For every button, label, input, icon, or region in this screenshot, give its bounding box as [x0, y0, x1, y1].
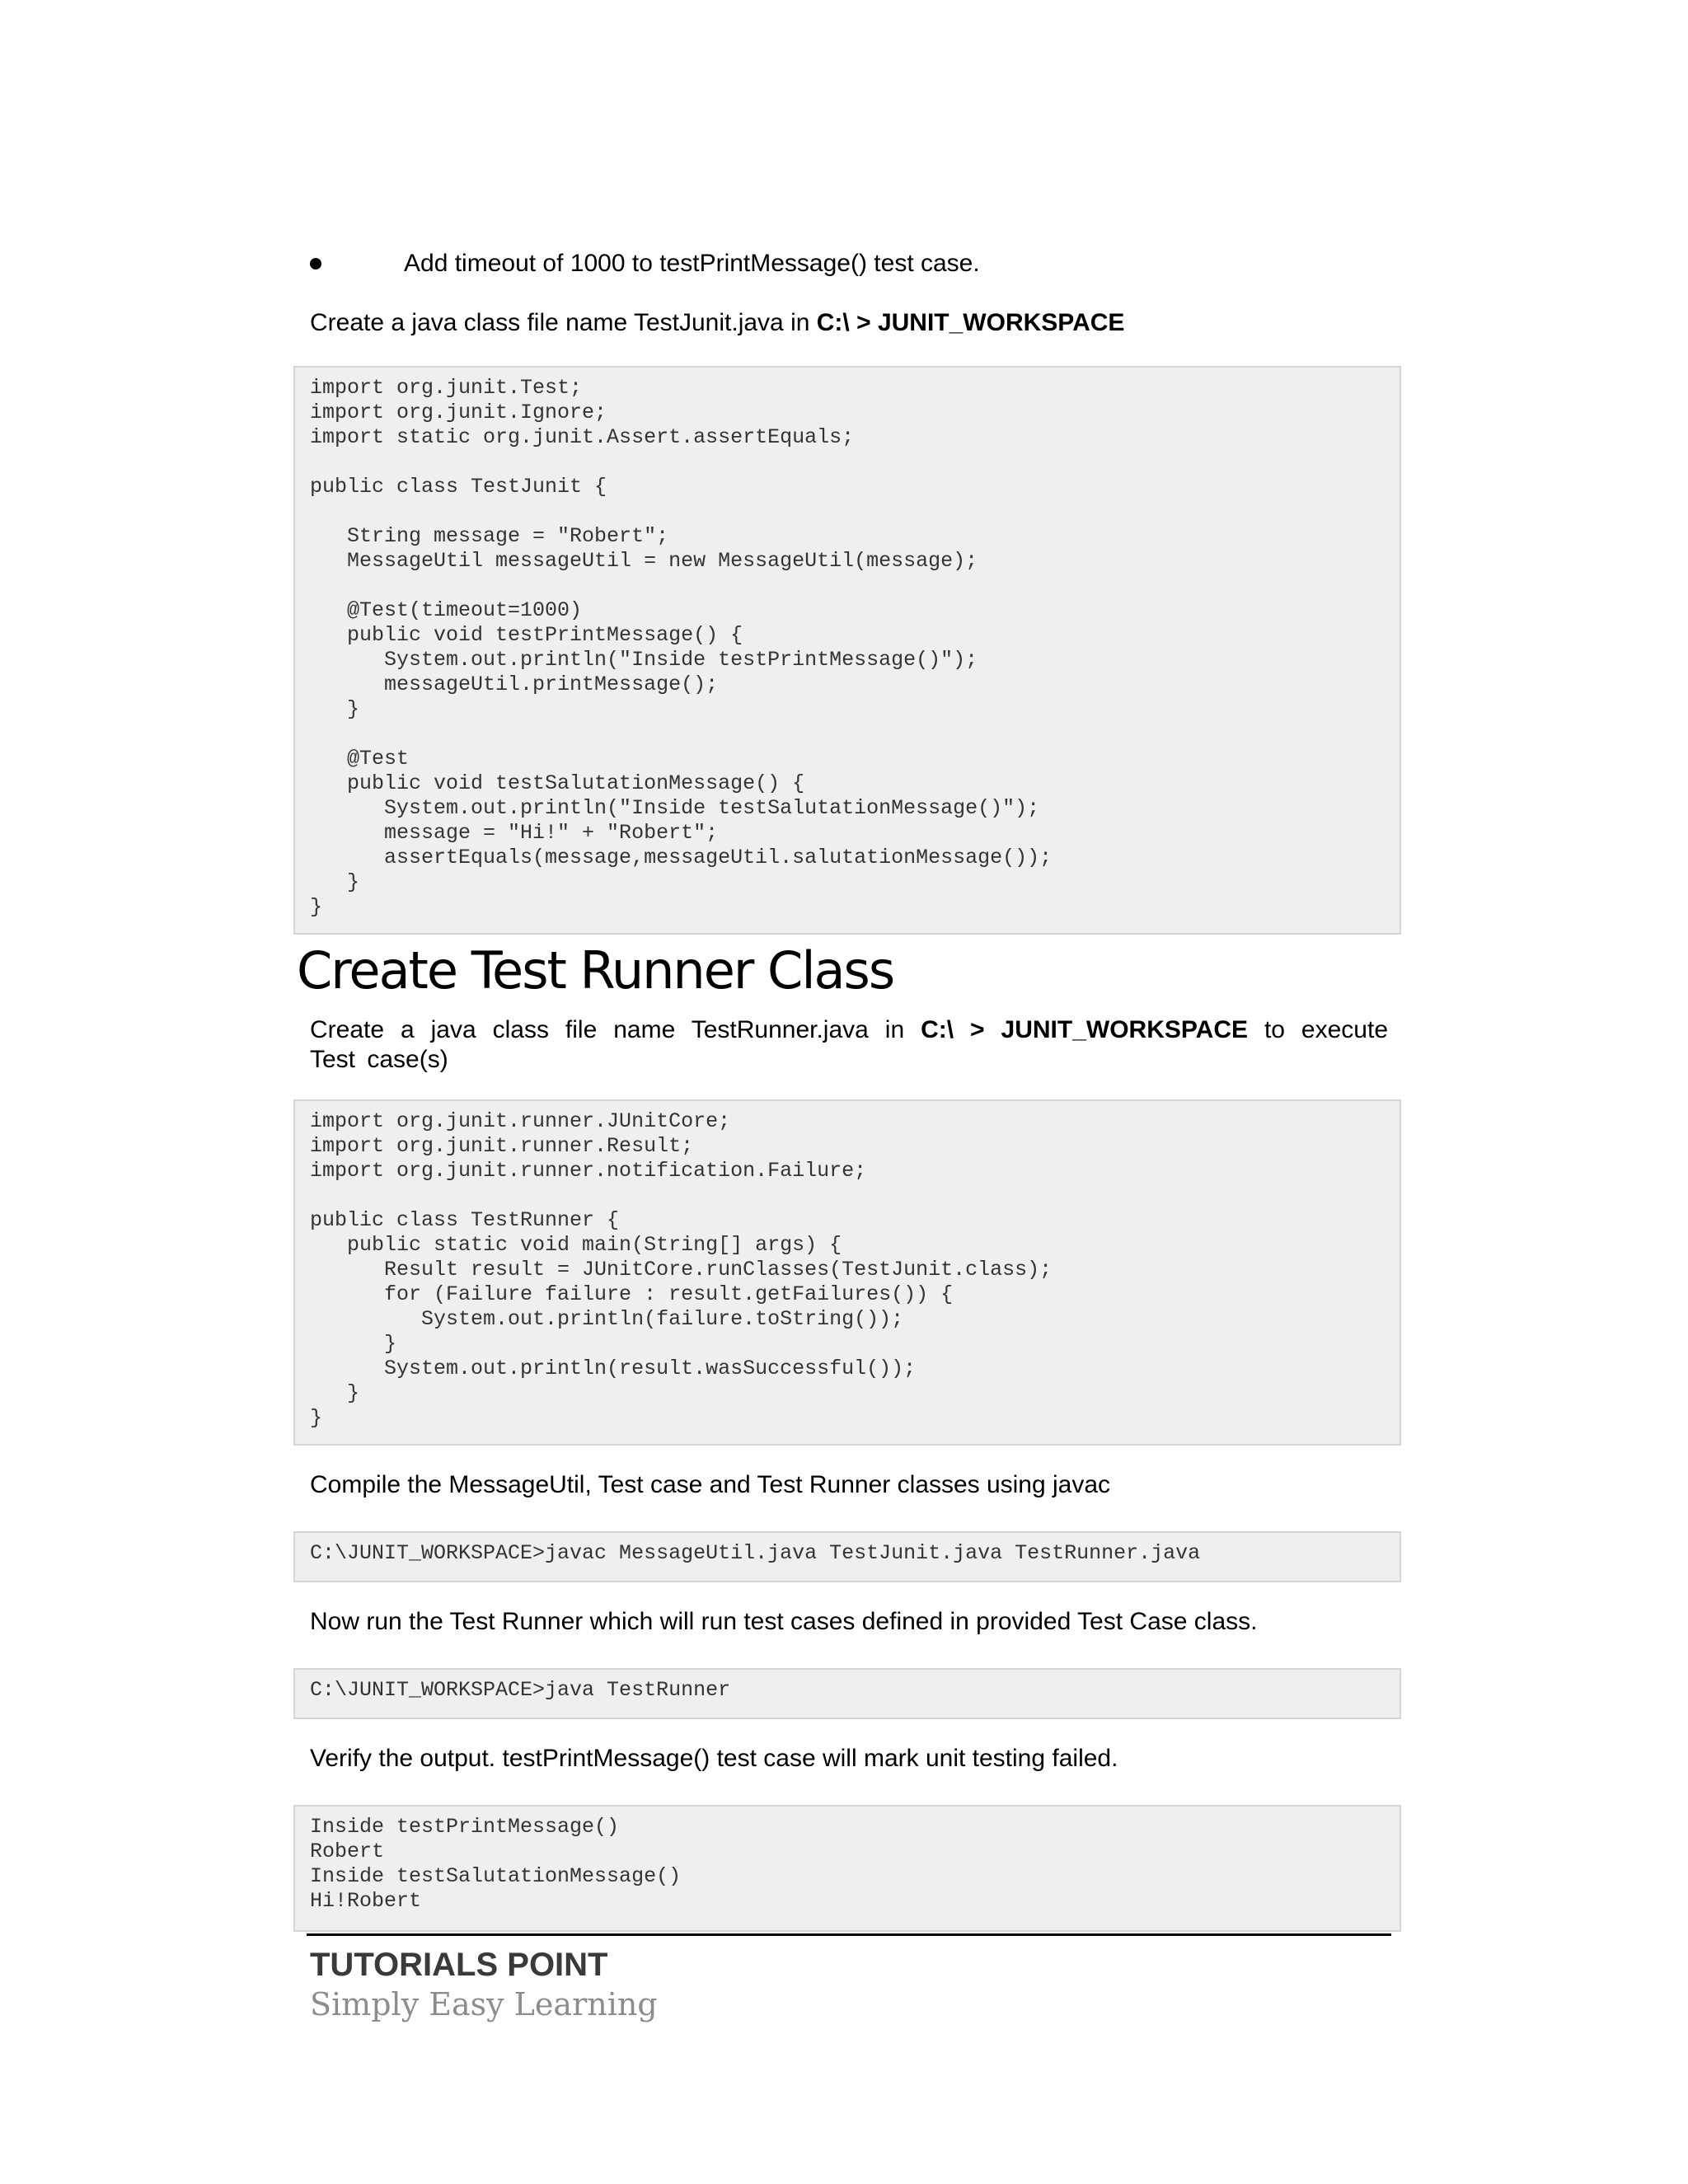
bullet-item: [310, 246, 980, 282]
footer-tagline: Simply Easy Learning: [310, 1986, 658, 2022]
code-block-output: Inside testPrintMessage() Robert Inside testSalutationMessage() Hi!Robert: [293, 1805, 1401, 1932]
runner-path: C:\ > JUNIT_WORKSPACE: [921, 1016, 1248, 1043]
compile-paragraph: Compile the MessageUtil, Test case and Test Runner classes using javac: [310, 1471, 1111, 1498]
bullet-text: Add timeout of 1000 to testPrintMessage() test case.: [404, 250, 980, 277]
runner-paragraph: [310, 1015, 1388, 1075]
code-block-run: C:\JUNIT_WORKSPACE>java TestRunner: [293, 1668, 1401, 1719]
code-block-testjunit: import org.junit.Test; import org.junit.Ignore; import static org.junit.Assert.assertEquals; public class TestJunit { String message = "Robert"; MessageUtil messageUtil = new MessageUtil(message); @Test(timeout=1000) public void testPrintMessage() { System.out.println("Inside testPrintMessage()"); messageUtil.printMessage(); } @Test public void testSalutationMessage() { System.out.println("Inside testSalutationMessage()"); message = "Hi!" + "Robert"; assertEquals(message,messageUtil.salutationMessage()); } }: [293, 366, 1401, 935]
runner-text-1: Create a java class file name TestRunner.java in: [310, 1016, 921, 1043]
footer-divider: [307, 1933, 1391, 1936]
code-block-testrunner: import org.junit.runner.JUnitCore; import org.junit.runner.Result; import org.junit.runner.notification.Failure; public class TestRunner { public static void main(String[] args) { Result result = JUnitCore.runClasses(TestJunit.class); for (Failure failure : result.getFailures()) { System.out.println(failure.toString()); } System.out.println(result.wasSuccessful()); } }: [293, 1099, 1401, 1446]
intro-paragraph: [310, 308, 1124, 338]
bullet-icon: [310, 258, 321, 269]
code-block-compile: C:\JUNIT_WORKSPACE>javac MessageUtil.java TestJunit.java TestRunner.java: [293, 1531, 1401, 1582]
runner-text-2: to execute Test case(s): [310, 1016, 1389, 1073]
intro-path: C:\ > JUNIT_WORKSPACE: [816, 309, 1125, 336]
footer-brand: TUTORIALS POINT: [310, 1947, 608, 1983]
section-heading: Create Test Runner Class: [297, 940, 894, 1001]
run-paragraph: Now run the Test Runner which will run test cases defined in provided Test Case class.: [310, 1608, 1258, 1635]
verify-paragraph: Verify the output. testPrintMessage() test case will mark unit testing failed.: [310, 1745, 1118, 1772]
intro-text: Create a java class file name TestJunit.java in: [310, 309, 817, 336]
